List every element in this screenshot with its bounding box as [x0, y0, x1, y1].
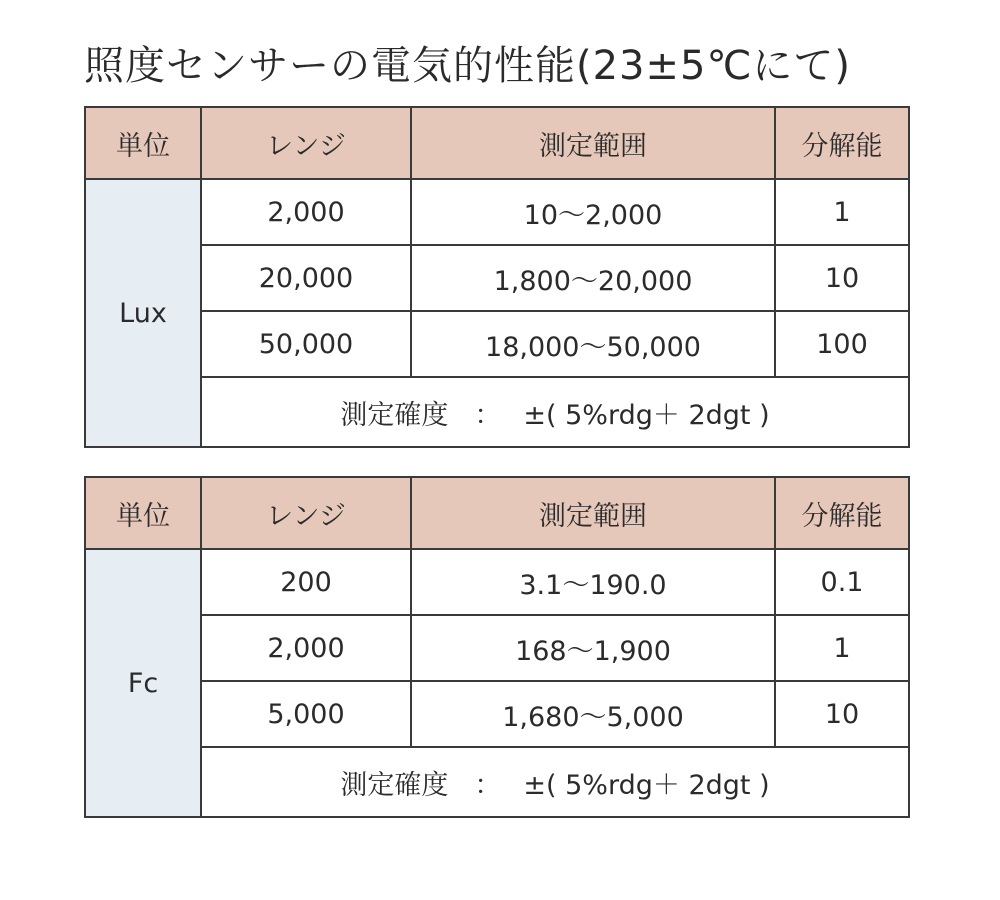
range-cell: 2,000	[201, 179, 411, 245]
accuracy-separator: ：	[474, 399, 502, 431]
unit-cell: Lux	[85, 179, 201, 447]
range-cell: 20,000	[201, 245, 411, 311]
table-row	[85, 179, 909, 245]
measure-range-cell: 18,000～50,000	[411, 311, 775, 377]
fc-spec-table	[84, 476, 910, 818]
lux-spec-table	[84, 106, 910, 448]
accuracy-value: ±( 5%rdg＋ 2dgt )	[523, 399, 770, 431]
accuracy-separator: ：	[474, 769, 502, 801]
table-row	[85, 549, 909, 615]
table-row	[85, 311, 909, 377]
header-measure-range: 測定範囲	[411, 107, 775, 179]
accuracy-value: ±( 5%rdg＋ 2dgt )	[523, 769, 770, 801]
header-resolution: 分解能	[775, 477, 909, 549]
accuracy-cell	[201, 747, 909, 817]
measure-range-cell: 1,680～5,000	[411, 681, 775, 747]
table-row	[85, 615, 909, 681]
header-measure-range: 測定範囲	[411, 477, 775, 549]
range-cell: 200	[201, 549, 411, 615]
accuracy-label: 測定確度	[340, 399, 449, 431]
resolution-cell: 10	[775, 681, 909, 747]
range-cell: 5,000	[201, 681, 411, 747]
header-range: レンジ	[201, 107, 411, 179]
header-unit: 単位	[85, 477, 201, 549]
resolution-cell: 10	[775, 245, 909, 311]
table-row	[85, 245, 909, 311]
accuracy-row	[85, 747, 909, 817]
resolution-cell: 0.1	[775, 549, 909, 615]
table-row	[85, 681, 909, 747]
table-header-row	[85, 107, 909, 179]
measure-range-cell: 168～1,900	[411, 615, 775, 681]
page-title: 照度センサーの電気的性能(23±5℃にて)	[84, 43, 851, 89]
accuracy-label: 測定確度	[340, 769, 449, 801]
header-resolution: 分解能	[775, 107, 909, 179]
header-range: レンジ	[201, 477, 411, 549]
measure-range-cell: 1,800～20,000	[411, 245, 775, 311]
resolution-cell: 100	[775, 311, 909, 377]
measure-range-cell: 10～2,000	[411, 179, 775, 245]
measure-range-cell: 3.1～190.0	[411, 549, 775, 615]
resolution-cell: 1	[775, 615, 909, 681]
unit-cell: Fc	[85, 549, 201, 817]
accuracy-cell	[201, 377, 909, 447]
table-header-row	[85, 477, 909, 549]
range-cell: 50,000	[201, 311, 411, 377]
resolution-cell: 1	[775, 179, 909, 245]
header-unit: 単位	[85, 107, 201, 179]
range-cell: 2,000	[201, 615, 411, 681]
accuracy-row	[85, 377, 909, 447]
